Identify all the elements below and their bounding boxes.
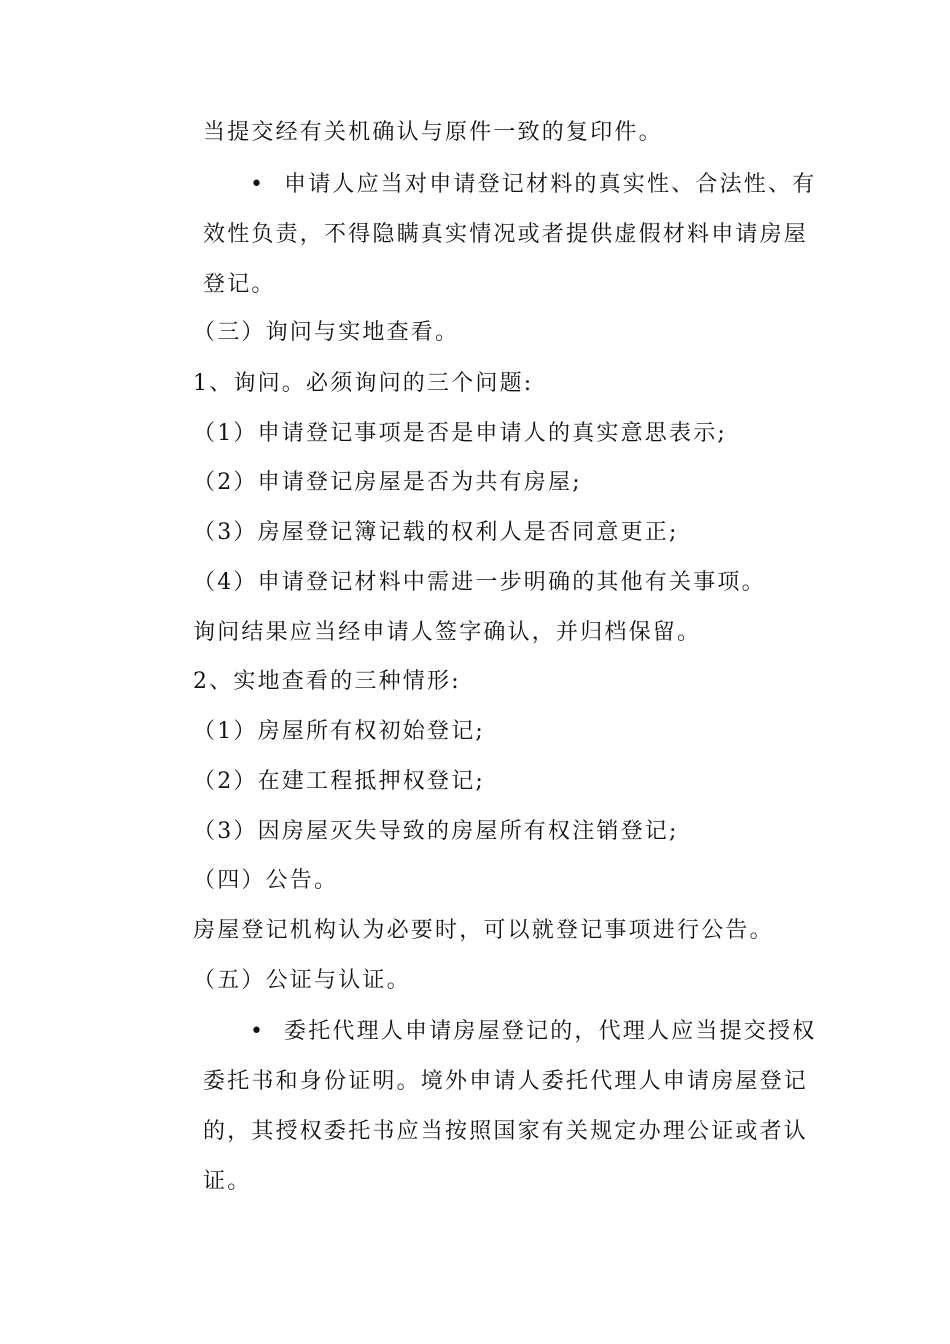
text-line: 当提交经有关机确认与原件一致的复印件。 [203, 120, 663, 145]
list-item: （4）申请登记材料中需进一步明确的其他有关事项。 [193, 570, 766, 595]
section-heading: （三）询问与实地查看。 [193, 320, 460, 345]
text-line: 的，其授权委托书应当按照国家有关规定办理公证或者认 [203, 1119, 809, 1144]
text-line: 房屋登记机构认为必要时，可以就登记事项进行公告。 [193, 918, 774, 943]
list-item: （2）申请登记房屋是否为共有房屋; [193, 470, 582, 495]
text-line: 证。 [203, 1169, 252, 1194]
bullet-icon: • [250, 1019, 266, 1044]
text-line: 询问结果应当经申请人签字确认，并归档保留。 [193, 620, 702, 645]
bullet-icon: • [250, 172, 266, 197]
subsection-heading: 2、实地查看的三种情形: [193, 669, 461, 694]
list-item: （3）房屋登记簿记载的权利人是否同意更正; [193, 520, 679, 545]
list-item: （1）申请登记事项是否是申请人的真实意思表示; [193, 421, 728, 446]
section-heading: （五）公证与认证。 [193, 968, 411, 993]
list-item: （3）因房屋灭失导致的房屋所有权注销登记; [193, 819, 679, 844]
text-line: 登记。 [203, 272, 276, 297]
text-line: 申请人应当对申请登记材料的真实性、合法性、有 [284, 172, 817, 197]
bullet-paragraph-line [250, 1017, 816, 1047]
list-item: （1）房屋所有权初始登记; [193, 719, 486, 744]
text-line: 效性负责，不得隐瞒真实情况或者提供虚假材料申请房屋 [203, 222, 809, 247]
text-line: 委托代理人申请房屋登记的，代理人应当提交授权 [284, 1019, 817, 1044]
section-heading: （四）公告。 [193, 868, 339, 893]
text-line: 委托书和身份证明。境外申请人委托代理人申请房屋登记 [203, 1069, 809, 1094]
bullet-paragraph-line [250, 170, 816, 200]
list-item: （2）在建工程抵押权登记; [193, 769, 486, 794]
subsection-heading: 1、询问。必须询问的三个问题: [193, 371, 534, 396]
